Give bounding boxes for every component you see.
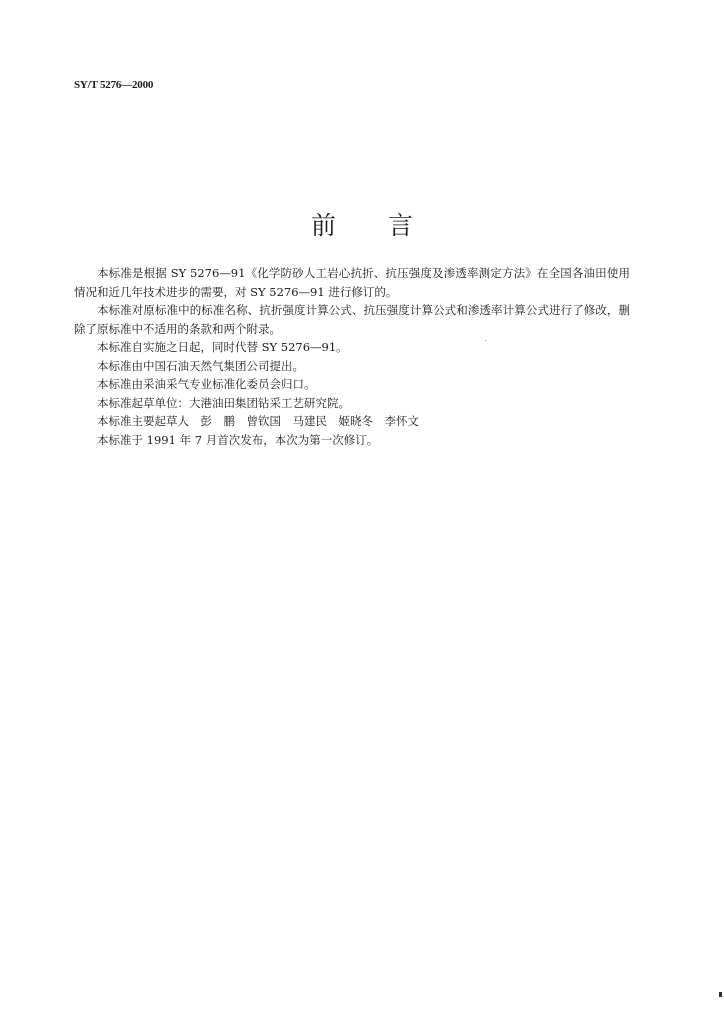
paragraph-proposer: 本标准由中国石油天然气集团公司提出。 — [97, 358, 304, 373]
foreword-body — [74, 264, 630, 449]
paragraph-committee: 本标准由采油采气专业标准化委员会归口。 — [97, 377, 316, 391]
standard-code-header: SY/T 5276—2000 — [74, 79, 154, 91]
title-char-2: 言 — [388, 211, 414, 240]
scan-corner-mark — [719, 992, 722, 997]
title-char-1: 前 — [310, 211, 336, 240]
paragraph-modifications: 本标准对原标准中的标准名称、抗折强度计算公式、抗压强度计算公式和渗透率计算公式进行了修改，删除了原标准中不适用的条款和两个附录。 — [74, 303, 630, 336]
paragraph-revision-basis: 本标准是根据 SY 5276—91《化学防砂人工岩心抗折、抗压强度及渗透率测定方法》在全国各油田使用情况和近几年技术进步的需要，对 SY 5276—91 进行修订的。 — [74, 266, 630, 299]
paragraph-drafting-unit: 本标准起草单位：大港油田集团钻采工艺研究院。 — [97, 395, 350, 410]
scan-speck — [485, 340, 486, 341]
page-title — [0, 206, 724, 242]
paragraph-replacement: 本标准自实施之日起，同时代替 SY 5276—91。 — [97, 340, 348, 354]
paragraph-drafters: 本标准主要起草人 彭 鹏 曾钦国 马建民 姬晓冬 李怀文 — [97, 414, 419, 428]
paragraph-issue-history: 本标准于 1991 年 7 月首次发布，本次为第一次修订。 — [97, 432, 379, 447]
